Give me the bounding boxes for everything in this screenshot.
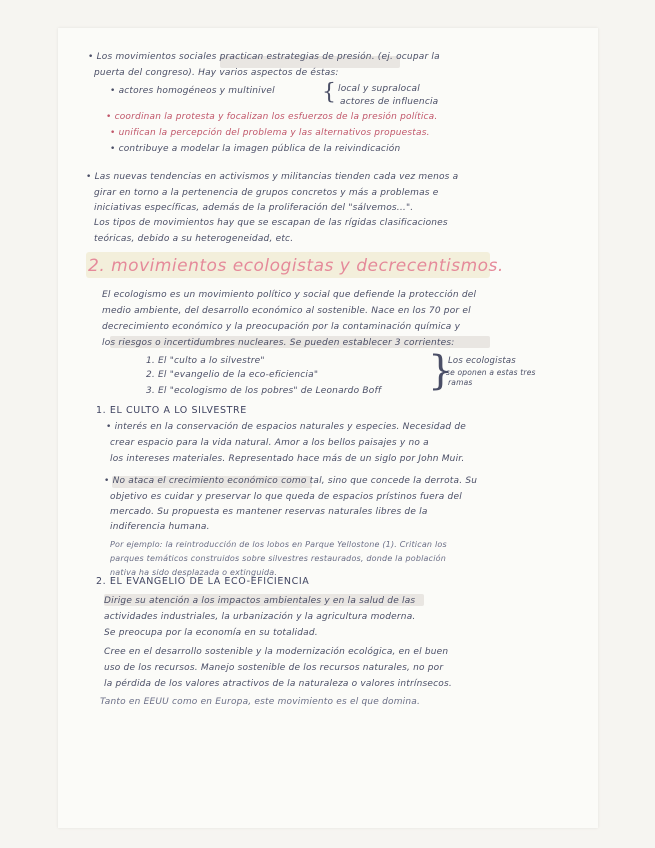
text-line: los riesgos o incertidumbres nucleares. Se pueden establecer 3 corrientes: <box>102 338 455 348</box>
list-item: 2. El "evangelio de la eco-eficiencia" <box>146 370 319 380</box>
text-line: la pérdida de los valores atractivos de la naturaleza o valores intrínsecos. <box>104 679 452 689</box>
text-line: • contribuye a modelar la imagen pública de la reivindicación <box>110 144 401 154</box>
text-line: girar en torno a la pertenencia de grupos concretos y más a problemas e <box>94 188 439 198</box>
text-line: • Las nuevas tendencias en activismos y militancias tienden cada vez menos a <box>86 172 459 182</box>
text-line: • actores homogéneos y multinivel <box>110 86 275 96</box>
text-line: Se preocupa por la economía en su totalidad. <box>104 628 318 638</box>
brace-icon: { <box>322 80 336 105</box>
text-line: Los tipos de movimientos hay que se escapan de las rígidas clasificaciones <box>94 218 448 228</box>
text-line: actores de influencia <box>340 97 439 107</box>
section-heading: 2. movimientos ecologistas y decrecentismos. <box>88 256 504 276</box>
text-line: • coordinan la protesta y focalizan los esfuerzos de la presión política. <box>106 112 438 122</box>
text-line: puerta del congreso). Hay varios aspectos de éstas: <box>94 68 339 78</box>
text-line: teóricas, debido a su heterogeneidad, etc. <box>94 234 294 244</box>
text-line: uso de los recursos. Manejo sostenible de los recursos naturales, no por <box>104 663 444 673</box>
text-line: Cree en el desarrollo sostenible y la modernización ecológica, en el buen <box>104 647 449 657</box>
text-line: • No ataca el crecimiento económico como tal, sino que concede la derrota. Su <box>104 476 478 486</box>
text-line: crear espacio para la vida natural. Amor a los bellos paisajes y no a <box>110 438 429 448</box>
text-line: local y supralocal <box>338 84 420 94</box>
subsection-title: 1. EL CULTO A LO SILVESTRE <box>96 405 247 416</box>
brace-icon: } <box>428 348 454 394</box>
text-line: decrecimiento económico y la preocupación por la contaminación química y <box>102 322 461 332</box>
text-line: • Los movimientos sociales practican estrategias de presión. (ej. ocupar la <box>88 52 440 62</box>
text-line: objetivo es cuidar y preservar lo que queda de espacios prístinos fuera del <box>110 492 462 502</box>
text-line: El ecologismo es un movimiento político y social que defiende la protección del <box>102 290 477 300</box>
text-line: mercado. Su propuesta es mantener reservas naturales libres de la <box>110 507 428 517</box>
list-item: 1. El "culto a lo silvestre" <box>146 356 265 366</box>
text-line: actividades industriales, la urbanización y la agricultura moderna. <box>104 612 416 622</box>
text-line: los intereses materiales. Representado hace más de un siglo por John Muir. <box>110 454 465 464</box>
text-line: • interés en la conservación de espacios naturales y especies. Necesidad de <box>106 422 467 432</box>
subsection-title: 2. EL EVANGELIO DE LA ECO-EFICIENCIA <box>96 576 310 587</box>
list-item: 3. El "ecologismo de los pobres" de Leonardo Boff <box>146 386 382 396</box>
text-line: ramas <box>448 378 473 387</box>
text-line: Dirige su atención a los impactos ambientales y en la salud de las <box>104 596 416 606</box>
text-line: Tanto en EEUU como en Europa, este movimiento es el que domina. <box>100 697 421 707</box>
text-line: nativa ha sido desplazada o extinguida. <box>110 568 278 577</box>
text-line: se oponen a estas tres <box>446 368 536 377</box>
text-line: parques temáticos construidos sobre silvestres restaurados, donde la población <box>110 554 447 563</box>
text-line: iniciativas específicas, además de la proliferación del "sálvemos...". <box>94 203 414 213</box>
text-line: • unifican la percepción del problema y las alternativos propuestas. <box>110 128 430 138</box>
text-line: Los ecologistas <box>448 356 516 366</box>
text-line: medio ambiente, del desarrollo económico al sostenible. Nace en los 70 por el <box>102 306 471 316</box>
text-line: indiferencia humana. <box>110 522 210 532</box>
text-line: Por ejemplo: la reintroducción de los lobos en Parque Yellostone (1). Critican los <box>110 540 447 549</box>
